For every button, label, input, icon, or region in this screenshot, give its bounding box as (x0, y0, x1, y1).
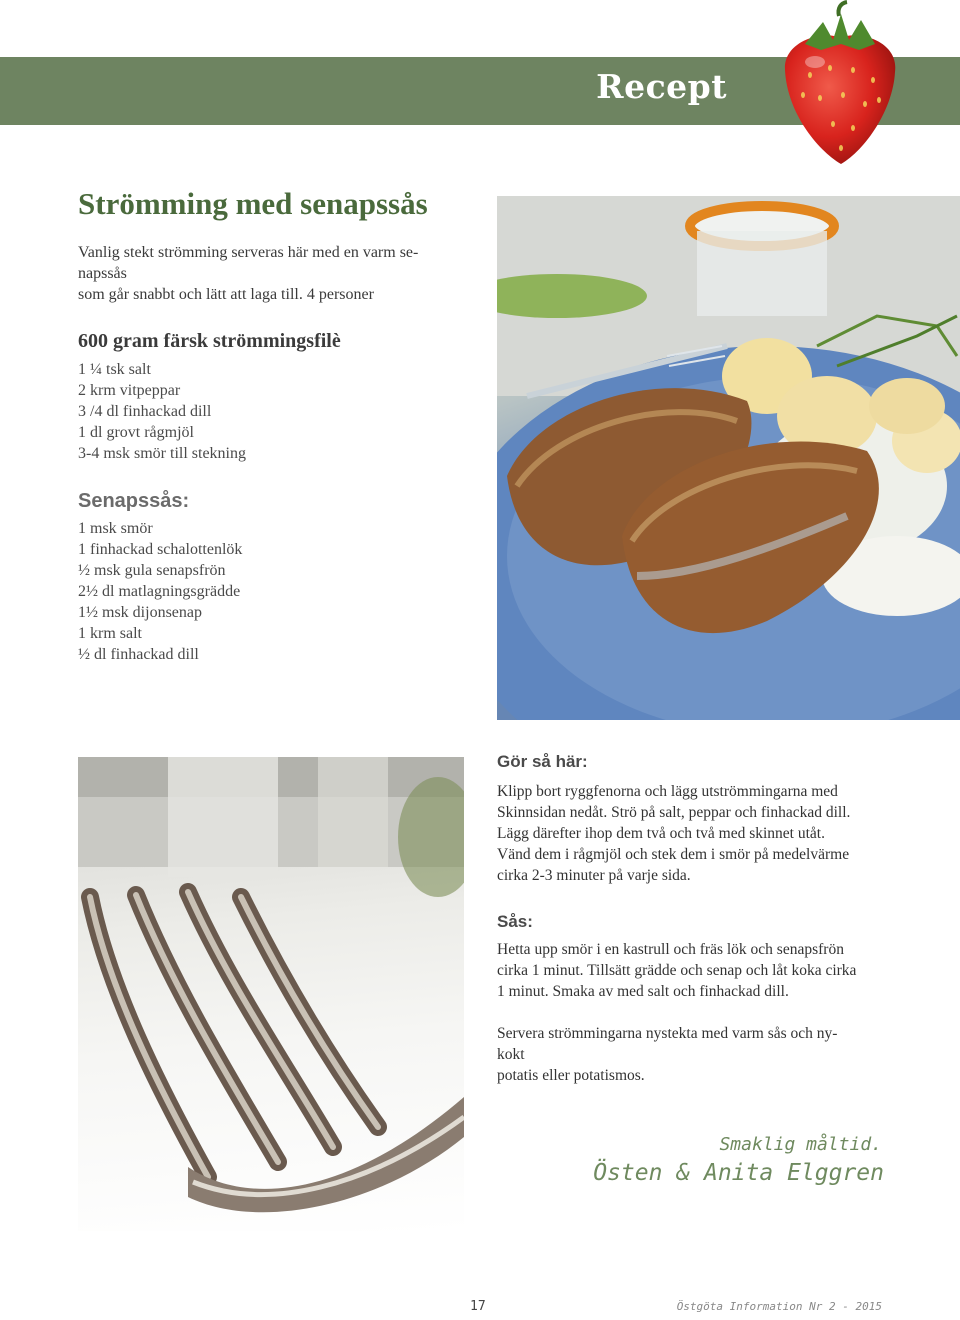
sas-line: 1 minut. Smaka av med salt och finhackad dill. (497, 983, 789, 1000)
ingredient-item: 3 /4 dl finhackad dill (78, 403, 212, 420)
page-number: 17 (470, 1299, 486, 1314)
intro-line: som går snabbt och lätt att laga till. 4 personer (78, 286, 374, 303)
ingredient-item: 1 dl grovt rågmjöl (78, 424, 194, 441)
publication-footer: Östgöta Information Nr 2 - 2015 (676, 1300, 882, 1313)
sauce-ingredient-item: 1½ msk dijonsenap (78, 604, 202, 621)
method-line: Lägg därefter ihop dem två och två med skinnet utåt. (497, 825, 825, 842)
sauce-ingredient-item: ½ msk gula senapsfrön (78, 562, 226, 579)
sauce-ingredient-item: 1 krm salt (78, 625, 142, 642)
ingredient-item: 3-4 msk smör till stekning (78, 445, 246, 462)
serve-text (497, 1023, 897, 1086)
sauce-ingredient-list (78, 518, 242, 665)
method-line: cirka 2-3 minuter på varje sida. (497, 867, 691, 884)
banner-title: Recept (596, 67, 727, 106)
intro-line: napssås (78, 265, 127, 282)
author-signature: Östen & Anita Elggren (593, 1160, 884, 1186)
serve-line: Servera strömmingarna nystekta med varm sås och ny- (497, 1025, 838, 1042)
sauce-ingredient-item: 1 finhackad schalottenlök (78, 541, 243, 558)
sas-line: Hetta upp smör i en kastrull och fräs lök och senapsfrön (497, 941, 844, 958)
ingredient-item: 2 krm vitpeppar (78, 382, 181, 399)
sauce-ingredient-item: ½ dl finhackad dill (78, 646, 199, 663)
fork-photo (78, 757, 464, 1231)
method-line: Vänd dem i rågmjöl och stek dem i smör på medelvärme (497, 846, 850, 863)
ingredient-item: 1 ¼ tsk salt (78, 361, 151, 378)
serve-line: kokt (497, 1046, 525, 1063)
recipe-intro (78, 242, 468, 305)
strawberry-icon (775, 0, 905, 168)
ingredient-list (78, 359, 246, 464)
intro-line: Vanlig stekt strömming serveras här med en varm se- (78, 244, 419, 261)
main-ingredient: 600 gram färsk strömmingsfilè (78, 330, 341, 352)
serve-line: potatis eller potatismos. (497, 1067, 645, 1084)
method-line: Skinnsidan nedåt. Strö på salt, peppar och finhackad dill. (497, 804, 851, 821)
sauce-ingredient-item: 1 msk smör (78, 520, 153, 537)
fish-dish-photo (497, 196, 960, 720)
sauce-ingredient-item: 2½ dl matlagningsgrädde (78, 583, 241, 600)
method-line: Klipp bort ryggfenorna och lägg utströmmingarna med (497, 783, 838, 800)
sas-line: cirka 1 minut. Tillsätt grädde och senap och låt koka cirka (497, 962, 857, 979)
recipe-title: Strömming med senapssås (78, 186, 428, 221)
sas-text (497, 939, 897, 1002)
sauce-heading: Senapssås: (78, 490, 190, 512)
method-heading: Gör så här: (497, 752, 588, 771)
sas-heading: Sås: (497, 912, 533, 931)
method-text (497, 781, 897, 886)
closing-greeting: Smaklig måltid. (719, 1134, 882, 1155)
